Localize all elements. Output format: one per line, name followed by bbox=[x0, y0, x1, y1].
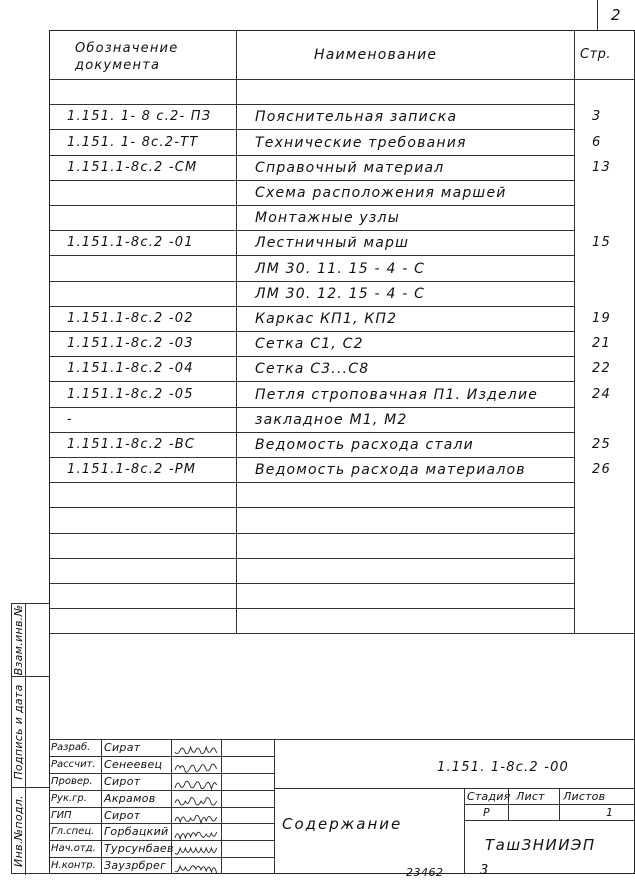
row-name: Сетка С1, С2 bbox=[255, 336, 364, 353]
row-line bbox=[49, 255, 574, 256]
row-line bbox=[49, 432, 574, 433]
row-line bbox=[49, 381, 574, 382]
row-name: ЛМ 30. 11. 15 - 4 - С bbox=[255, 260, 426, 277]
title-block-top bbox=[49, 739, 635, 740]
row-page: 6 bbox=[592, 134, 602, 150]
tb-main-divider bbox=[274, 739, 275, 874]
signature bbox=[173, 759, 219, 772]
row-name: Монтажные узлы bbox=[255, 210, 400, 227]
tb-role: Рук.гр. bbox=[51, 792, 87, 804]
row-line bbox=[49, 230, 574, 231]
row-line bbox=[49, 331, 574, 332]
side-label-vzam: Взам.инв.№ bbox=[12, 604, 25, 676]
tb-role: ГИП bbox=[51, 809, 72, 821]
row-code: 1.151.1-8с.2 -02 bbox=[67, 311, 194, 326]
row-name: Каркас КП1, КП2 bbox=[255, 311, 398, 327]
archive-number: 23462 bbox=[406, 866, 444, 879]
tb-code-bottom bbox=[274, 788, 635, 789]
row-code: 1.151.1-8с.2 -03 bbox=[67, 336, 194, 352]
row-line bbox=[49, 583, 574, 584]
row-page: 13 bbox=[592, 159, 611, 175]
row-code: 1.151.1-8с.2 -РМ bbox=[67, 462, 197, 478]
row-name: Схема расположения маршей bbox=[255, 185, 507, 201]
sheet-label: Лист bbox=[516, 790, 545, 803]
tb-person-name: Сирот bbox=[104, 774, 141, 788]
row-name: Ведомость расхода стали bbox=[255, 437, 474, 453]
row-name: Технические требования bbox=[255, 134, 467, 151]
sheet-number: 2 bbox=[611, 6, 622, 24]
row-page: 22 bbox=[592, 361, 611, 377]
title-block bbox=[49, 739, 635, 874]
signature bbox=[173, 810, 219, 823]
signature bbox=[173, 826, 219, 839]
side-stamp bbox=[11, 603, 49, 874]
stage-label: Стадия bbox=[467, 790, 511, 803]
stage-value: Р bbox=[483, 806, 491, 819]
tb-person-name: Сират bbox=[104, 741, 141, 754]
row-name: Лестничный марш bbox=[255, 235, 410, 252]
row-code: 1.151.1-8с.2 -ВС bbox=[67, 437, 196, 452]
row-line bbox=[49, 507, 574, 508]
row-line bbox=[49, 155, 574, 156]
contents-table bbox=[49, 30, 635, 633]
row-line bbox=[49, 558, 574, 559]
tb-row-line bbox=[49, 790, 274, 791]
row-page: 24 bbox=[592, 386, 611, 402]
row-line bbox=[49, 608, 574, 609]
footer-page: 3 bbox=[480, 863, 490, 878]
signature bbox=[173, 843, 219, 856]
signature bbox=[173, 742, 219, 755]
row-name: Пояснительная записка bbox=[255, 109, 458, 126]
row-page: 26 bbox=[592, 462, 611, 478]
header-designation: Обозначение документа bbox=[75, 41, 179, 73]
row-line bbox=[49, 457, 574, 458]
tb-role: Разраб. bbox=[51, 742, 91, 753]
row-code: - bbox=[67, 411, 73, 427]
row-name: Справочный материал bbox=[255, 159, 445, 176]
tb-row-line bbox=[49, 756, 274, 757]
row-name: закладное М1, М2 bbox=[255, 411, 408, 428]
sheets-value: 1 bbox=[606, 806, 615, 819]
tb-person-name: Акрамов bbox=[104, 791, 156, 805]
row-name: Сетка С3...С8 bbox=[255, 361, 370, 378]
tb-role: Рассчит. bbox=[51, 758, 96, 770]
row-line bbox=[49, 356, 574, 357]
header-bottom-line bbox=[49, 79, 635, 80]
sheet-number-divider bbox=[597, 0, 598, 30]
tb-role: Нач.отд. bbox=[51, 843, 96, 855]
row-code: 1.151. 1- 8с.2-ТТ bbox=[67, 134, 199, 150]
row-page: 19 bbox=[592, 311, 611, 326]
tb-person-name: Сенеевец bbox=[104, 757, 163, 771]
side-label-inv: Инв.№подл. bbox=[12, 795, 25, 867]
row-code: 1.151.1-8с.2 -01 bbox=[67, 235, 194, 251]
tb-row-line bbox=[49, 823, 274, 824]
signature bbox=[173, 776, 219, 789]
header-name: Наименование bbox=[314, 47, 438, 63]
tb-role: Н.контр. bbox=[51, 860, 96, 872]
contents-table-bottom bbox=[49, 633, 635, 634]
row-line bbox=[49, 180, 574, 181]
row-code: 1.151. 1- 8 с.2- ПЗ bbox=[67, 109, 212, 125]
document-code: 1.151. 1-8с.2 -00 bbox=[437, 760, 570, 775]
row-page: 25 bbox=[592, 437, 611, 452]
sheets-label: Листов bbox=[563, 790, 606, 803]
row-page: 3 bbox=[592, 109, 602, 125]
tb-stage-bottom bbox=[464, 820, 635, 821]
tb-stage-header-line bbox=[464, 804, 635, 805]
row-line bbox=[49, 205, 574, 206]
row-line bbox=[49, 281, 574, 282]
row-name: Петля строповачная П1. Изделие bbox=[255, 386, 539, 403]
tb-row-line bbox=[49, 807, 274, 808]
tb-person-name: Сирот bbox=[104, 808, 141, 822]
sheet-title: Содержание bbox=[282, 815, 403, 833]
organization: ТашЗНИИЭП bbox=[485, 836, 596, 854]
row-page: 15 bbox=[592, 235, 611, 251]
row-page: 21 bbox=[592, 336, 611, 352]
row-line bbox=[49, 533, 574, 534]
tb-row-line bbox=[49, 773, 274, 774]
tb-row-line bbox=[49, 840, 274, 841]
tb-person-name: Турсунбаев bbox=[104, 842, 174, 856]
row-line bbox=[49, 407, 574, 408]
row-line bbox=[49, 482, 574, 483]
tb-row-line bbox=[49, 857, 274, 858]
signature bbox=[173, 793, 219, 806]
signature bbox=[173, 860, 219, 873]
header-page: Стр. bbox=[580, 47, 612, 62]
row-name: Ведомость расхода материалов bbox=[255, 462, 526, 479]
side-label-podpis: Подпись и дата bbox=[12, 684, 25, 780]
column-divider-2 bbox=[574, 30, 575, 633]
tb-title-divider bbox=[464, 788, 465, 874]
row-code: 1.151.1-8с.2 -05 bbox=[67, 386, 194, 402]
row-code: 1.151.1-8с.2 -04 bbox=[67, 361, 194, 377]
tb-person-name: Горбацкий bbox=[104, 825, 169, 839]
row-line bbox=[49, 306, 574, 307]
row-line bbox=[49, 129, 574, 130]
row-name: ЛМ 30. 12. 15 - 4 - С bbox=[255, 285, 426, 302]
row-code: 1.151.1-8с.2 -СМ bbox=[67, 159, 198, 175]
tb-role: Провер. bbox=[51, 775, 93, 787]
row-line bbox=[49, 104, 574, 105]
tb-role: Гл.спец. bbox=[51, 826, 95, 838]
tb-person-name: Заузрбрег bbox=[104, 859, 167, 873]
